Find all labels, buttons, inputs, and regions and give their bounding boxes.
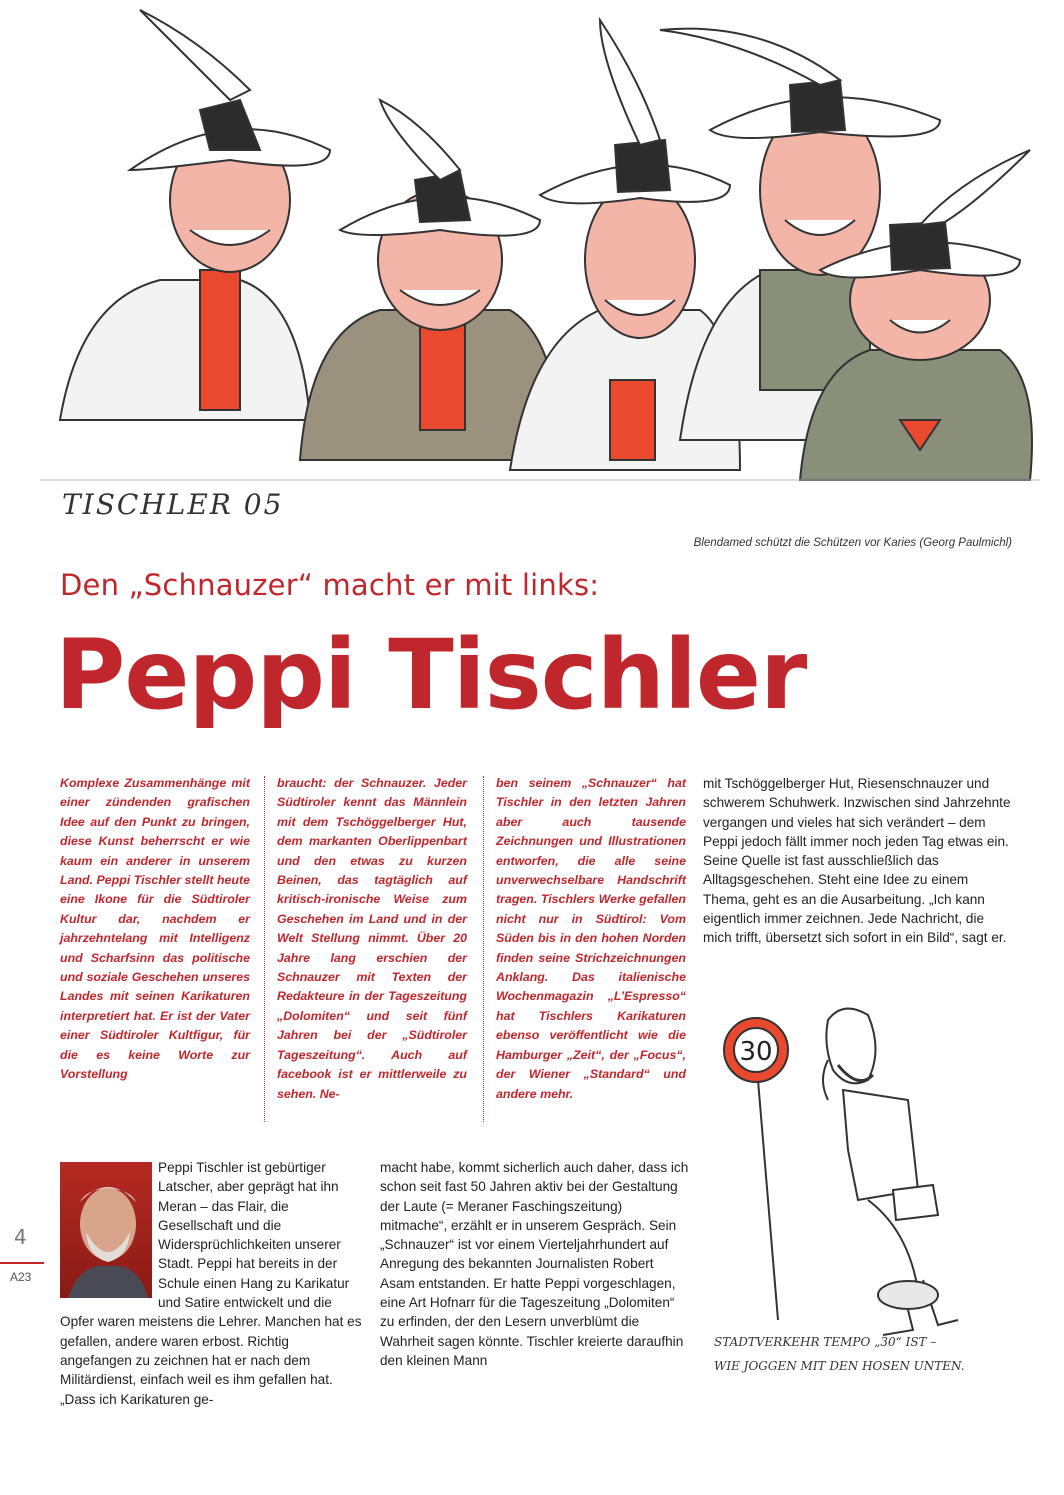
portrait-spacer <box>60 1158 158 1298</box>
page-number-rule <box>0 1262 44 1264</box>
cartoon-caption-line-2: WIE JOGGEN MIT DEN HOSEN UNTEN. <box>714 1359 965 1373</box>
body-column-bottom-left <box>60 1158 362 1409</box>
cartoon-schuetzen-illustration <box>40 0 1040 530</box>
intro-column-2: braucht: der Schnauzer. Jeder Südtiroler kennt das Männlein mit dem Tschöggelberger Hut, dem markanten Oberlippenbart und den etwas zu kurzen Beinen, das tagtäglich auf kritisch-ironische Weise zum Geschehen im Land und in der Welt Stellung nimmt. Über 20 Jahre lang erschien der Schnauzer mit Texten der Redakteure in der Tageszeitung „Dolomiten“ und seit fünf Jahren bei der „Südtiroler Tageszeitung“. Auch auf facebook ist er mittlerweile zu sehen. Ne- <box>277 776 467 1101</box>
body-bottom-left-text: Peppi Tischler ist gebürtiger Latscher, aber geprägt hat ihn Meran – das Flair, die Gesellschaft und die Widersprüchlichkeiten unserer Stadt. Peppi hat bereits in der Schule einen Hang zu Karikatur und Satire entwickelt und die Opfer waren meistens die Lehrer. Manchen hat es gefallen, andere waren erbost. Richtig angefangen zu zeichnen hat er nach dem Militärdienst, einfach weil es ihm gefallen hat. „Dass ich Karikaturen ge- <box>60 1160 362 1407</box>
intro-column-1: Komplexe Zusammenhänge mit einer zündenden grafischen Idee auf den Punkt zu bringen, diese Kunst beherrscht er wie kaum ein anderer in unserem Land. Peppi Tischler stellt heute eine Ikone für die Südtiroler Kultur dar, nachdem er jahrzehntelang mit Intelligenz und Scharfsinn das politische und soziale Geschehen unseres Landes mit seinen Karikaturen interpretiert hat. Er ist der Vater einer Südtiroler Kultfigur, für die es keine Worte zur Vorstellung <box>60 776 250 1082</box>
page-number: 4 <box>14 1225 27 1249</box>
column-divider <box>483 776 484 1122</box>
column-divider <box>264 776 265 1122</box>
body-column-top-right: mit Tschöggelberger Hut, Riesenschnauzer und schwerem Schuhwerk. Inzwischen sind Jahrzehnte vergangen und vieles hat sich verändert – dem Peppi jedoch fällt immer noch jeden Tag etwas ein. Seine Quelle ist fast ausschließlich das Alltagsgeschehen. Steht eine Idee zu einem Thema, geht es an die Ausarbeitung. „Ich kann eigentlich immer zeichnen. Jede Nachricht, die mich trifft, übersetzt sich sofort in ein Bild“, sagt er. <box>703 776 1011 946</box>
cartoon-caption-line-1: STADTVERKEHR TEMPO „30“ IST – <box>714 1335 937 1349</box>
cartoon-tempo30-illustration <box>708 990 1008 1390</box>
tempo-sign-text: 30 <box>739 1037 773 1067</box>
figure-1 <box>60 10 330 420</box>
intro-column-3: ben seinem „Schnauzer“ hat Tischler in den letzten Jahren aber auch tausende Zeichnungen und Illustrationen entworfen, die alle seine unverwechselbare Handschrift tragen. Tischlers Werke gefallen nicht nur in Südtirol: Vom Süden bis in den hohen Norden finden seine Strichzeichnungen Anklang. Das italienische Wochenmagazin „L’Espresso“ hat Tischlers Karikaturen ebenso veröffentlicht wie die Hamburger „Zeit“, der „Focus“, der Wiener „Standard“ und andere mehr. <box>496 776 686 1101</box>
image-caption: Blendamed schützt die Schützen vor Karies (Georg Paulmichl) <box>693 537 1012 549</box>
body-column-bottom-middle: macht habe, kommt sicherlich auch daher, dass ich schon seit fast 50 Jahren aktiv bei der Gestaltung der Laute (= Meraner Faschingszeitung) mitmache“, erzählt er in unserem Gespräch. Sein „Schnauzer“ ist vor einem Vierteljahrhundert auf Anregung des bekannten Journalisten Robert Asam entstanden. Er hatte Peppi vorgeschlagen, eine Art Hofnarr für die Tageszeitung „Dolomiten“ zu erfinden, der den Lesern unverblümt die Wahrheit sagen könnte. Tischler kreierte daraufhin den kleinen Mann <box>380 1160 689 1368</box>
cartoon-signature: TISCHLER 05 <box>62 488 284 521</box>
figure-2 <box>300 100 560 460</box>
article-headline: Peppi Tischler <box>55 619 807 731</box>
article-kicker: Den „Schnauzer“ macht er mit links: <box>60 568 600 602</box>
page-code: A23 <box>10 1270 32 1284</box>
